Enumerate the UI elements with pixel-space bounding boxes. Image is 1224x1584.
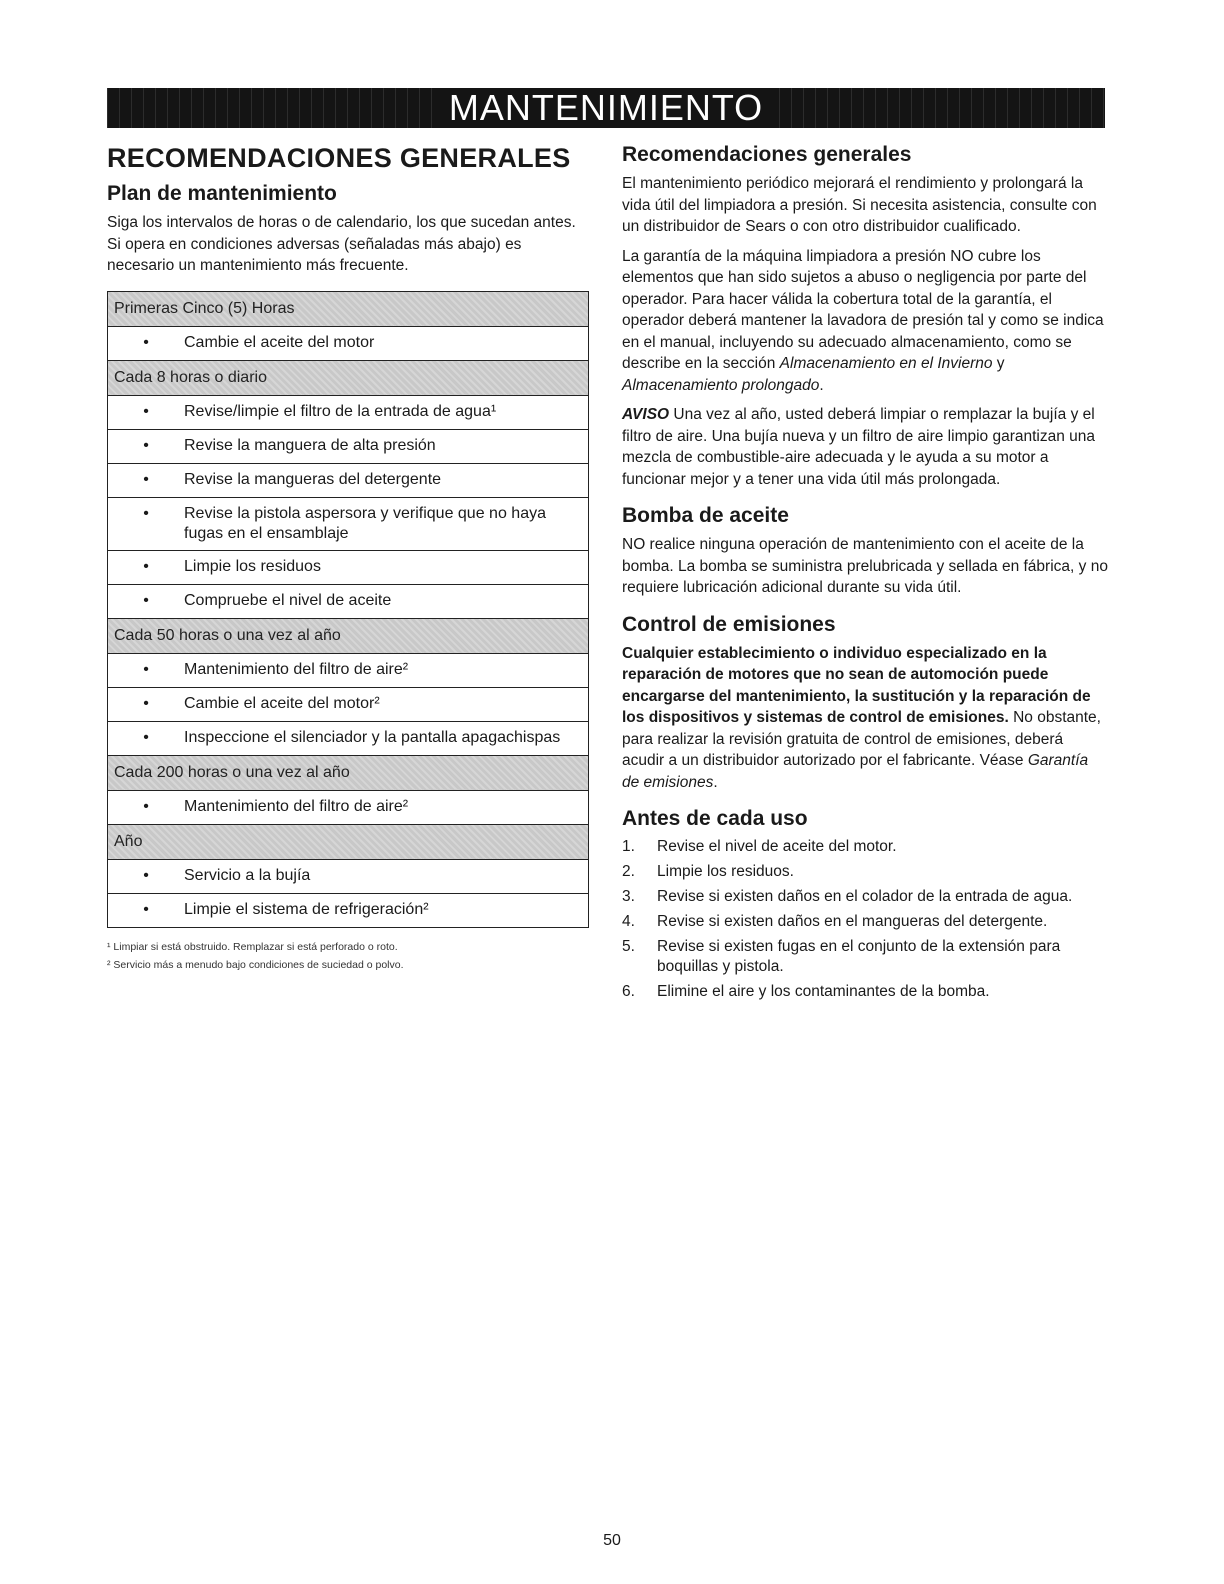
bullet-icon: • [143,661,149,678]
long-storage-ref: Almacenamiento prolongado [622,376,820,394]
schedule-item [108,396,588,428]
step-number: 5. [622,938,635,955]
table-row [108,859,589,893]
schedule-item-text: Limpie el sistema de refrigeración² [184,901,429,918]
step-number: 2. [622,863,635,880]
schedule-item [108,585,588,617]
table-row [108,584,589,618]
bullet-icon: • [143,729,149,746]
table-cell [108,687,589,721]
schedule-item-text: Revise la mangueras del detergente [184,471,442,488]
plan-intro: Siga los intervalos de horas o de calendario, los que sucedan antes. Si opera en condiciones adversas (señaladas más abajo) es necesario un mantenimiento más frecuente. [107,214,576,274]
table-row [108,497,589,550]
schedule-section-row [108,291,589,326]
step-number: 6. [622,983,635,1000]
section-banner [107,88,1105,128]
emissions-warranty-ref: Garantía de emisiones [622,752,1089,791]
schedule-section-title: Primeras Cinco (5) Horas [108,291,589,326]
before-each-use-heading: Antes de cada uso [622,807,808,830]
schedule-item-text: Cambie el aceite del motor² [184,695,380,712]
table-cell [108,584,589,618]
schedule-section-title: Cada 8 horas o diario [108,360,589,395]
schedule-section-title: Cada 200 horas o una vez al año [108,755,589,790]
schedule-item [108,464,588,496]
before-use-steps [622,837,1108,1002]
list-item [622,982,1108,1002]
recommendations-paragraph-1: El mantenimiento periódico mejorará el rendimiento y prolongará la vida útil del limpiadora a presión. Si necesita asistencia, consulte con un distribuidor de Sears o con otro distribuidor cualificado. [622,175,1097,235]
table-row [108,395,589,429]
schedule-item [108,860,588,892]
step-text: Limpie los residuos. [657,863,794,880]
plan-heading: Plan de mantenimiento [107,182,337,205]
recommendations-paragraph-2 [622,246,1108,397]
list-item [622,937,1108,977]
table-cell [108,463,589,497]
emissions-bold-text: Cualquier establecimiento o individuo especializado en la reparación de motores que no sean de automoción puede encargarse del mantenimiento, la sustitución y la reparación de los dispositivos y sistemas de control de emisiones. [622,644,1091,726]
step-text: Elimine el aire y los contaminantes de la bomba. [657,983,990,1000]
aviso-paragraph [622,404,1108,490]
list-item [622,862,1108,882]
step-text: Revise si existen daños en el mangueras del detergente. [657,913,1048,930]
step-text: Revise el nivel de aceite del motor. [657,838,897,855]
table-row [108,653,589,687]
bullet-icon: • [143,437,149,454]
schedule-item-text: Servicio a la bujía [184,867,311,884]
banner-title: MANTENIMIENTO [443,88,769,128]
bullet-icon: • [143,558,149,575]
table-cell [108,550,589,584]
table-row [108,463,589,497]
bullet-icon: • [143,592,149,609]
emissions-period: . [713,773,718,791]
schedule-section-title: Año [108,824,589,859]
table-cell [108,790,589,824]
list-item [622,837,1108,857]
emissions-heading: Control de emisiones [622,612,836,636]
table-cell [108,859,589,893]
conjunction: y [992,355,1005,372]
table-row [108,687,589,721]
emissions-text: No obstante, para realizar la revisión gratuita de control de emisiones, deberá acudir a un distribuidor autorizado por el fabricante. Véase [622,709,1101,769]
page-number: 50 [603,1532,621,1549]
oil-pump-paragraph: NO realice ninguna operación de mantenimiento con el aceite de la bomba. La bomba se suministra prelubricada y sellada en fábrica, y no requiere lubricación adicional durante su vida útil. [622,536,1108,596]
schedule-section-row [108,755,589,790]
table-cell [108,429,589,463]
schedule-item [108,498,588,550]
schedule-item-text: Compruebe el nivel de aceite [184,592,392,609]
step-number: 3. [622,888,635,905]
bullet-icon: • [143,403,149,420]
schedule-item-text: Revise la manguera de alta presión [184,437,436,454]
page-title: RECOMENDACIONES GENERALES [107,143,571,173]
schedule-item [108,654,588,686]
bullet-icon: • [143,901,149,918]
table-row [108,429,589,463]
step-number: 1. [622,838,635,855]
footnote-2: ² Servicio más a menudo bajo condiciones de suciedad o polvo. [107,958,404,971]
schedule-item-text: Mantenimiento del filtro de aire² [184,798,409,815]
bullet-icon: • [143,504,149,522]
schedule-item [108,430,588,462]
list-item [622,887,1108,907]
table-row [108,721,589,755]
schedule-section-row [108,360,589,395]
table-row [108,893,589,927]
table-cell [108,326,589,360]
schedule-item [108,791,588,823]
schedule-item [108,894,588,926]
schedule-item-text: Cambie el aceite del motor [184,334,375,351]
winter-storage-ref: Almacenamiento en el Invierno [779,355,993,372]
schedule-section-row [108,824,589,859]
emissions-paragraph [622,643,1108,794]
step-text: Revise si existen fugas en el conjunto de la extensión para boquillas y pistola. [657,938,1061,975]
left-column [107,140,589,974]
table-row [108,790,589,824]
warranty-text: La garantía de la máquina limpiadora a presión NO cubre los elementos que han sido sujetos a abuso o negligencia por parte del operador. Para hacer válida la cobertura total de la garantía, el operador deberá mantener la lavadora de presión tal y como se indica en el manual, incluyendo su adecuado almacenamiento, como se describe en la sección [622,247,1104,372]
bullet-icon: • [143,695,149,712]
maintenance-schedule-table [107,291,589,928]
footnote-1: ¹ Limpiar si está obstruido. Remplazar si está perforado o roto. [107,940,398,953]
schedule-item-text: Revise la pistola aspersora y verifique que no haya fugas en el ensamblaje [184,504,546,542]
schedule-item-text: Inspeccione el silenciador y la pantalla apagachispas [184,729,561,746]
table-cell [108,721,589,755]
schedule-item-text: Limpie los residuos [184,558,321,575]
step-text: Revise si existen daños en el colador de la entrada de agua. [657,888,1073,905]
oil-pump-heading: Bomba de aceite [622,504,789,527]
schedule-item [108,327,588,359]
bullet-icon: • [143,471,149,488]
footnotes [107,938,589,974]
bullet-icon: • [143,867,149,884]
table-row [108,550,589,584]
table-cell [108,497,589,550]
table-cell [108,395,589,429]
table-cell [108,653,589,687]
bullet-icon: • [143,334,149,351]
schedule-item [108,688,588,720]
aviso-text: Una vez al año, usted deberá limpiar o remplazar la bujía y el filtro de aire. Una bujía nueva y un filtro de aire limpio garantizan una mezcla de combustible-aire adecuada y le ayuda a su motor a funcionar mejor y a tener una vida útil más prolongada. [622,406,1096,488]
recommendations-heading: Recomendaciones generales [622,143,912,166]
aviso-label: AVISO [622,406,670,423]
table-row [108,326,589,360]
schedule-item-text: Mantenimiento del filtro de aire² [184,661,409,678]
schedule-item [108,551,588,583]
schedule-item-text: Revise/limpie el filtro de la entrada de agua¹ [184,403,497,420]
step-number: 4. [622,913,635,930]
schedule-item [108,722,588,754]
list-item [622,912,1108,932]
schedule-section-row [108,618,589,653]
period: . [819,376,824,394]
schedule-section-title: Cada 50 horas o una vez al año [108,618,589,653]
right-column [622,140,1108,1007]
table-cell [108,893,589,927]
bullet-icon: • [143,798,149,815]
